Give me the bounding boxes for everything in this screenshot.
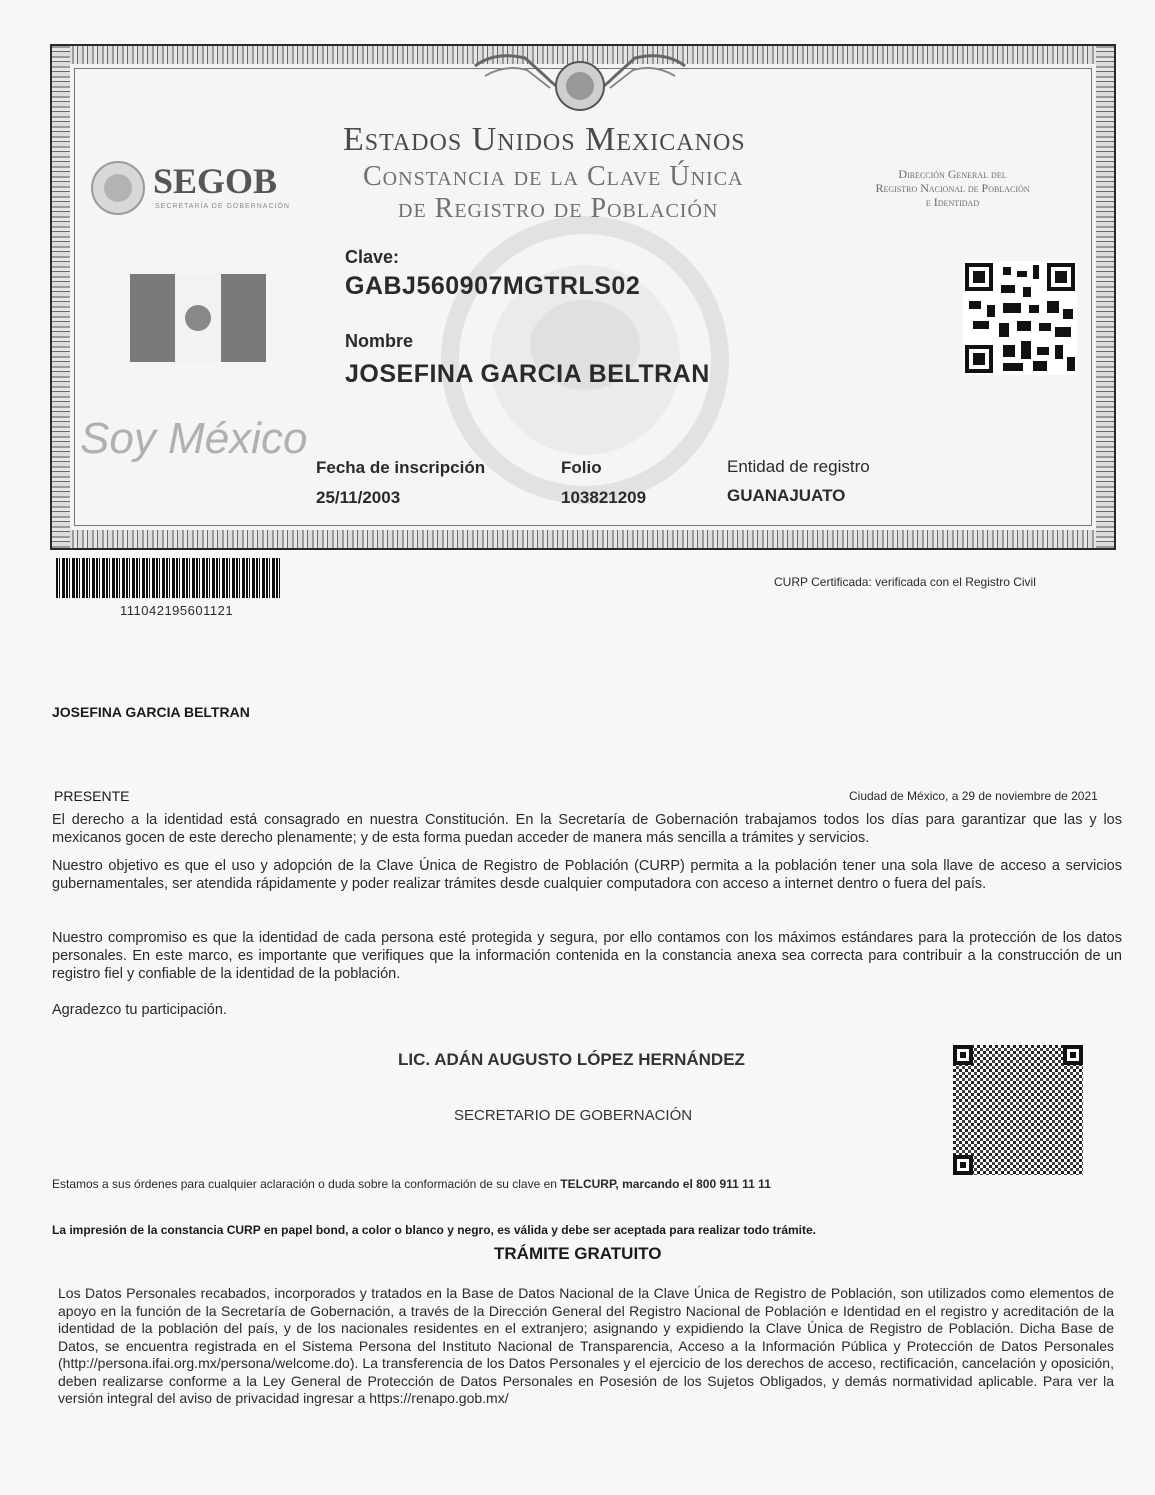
thanks-text: Agradezco tu participación. xyxy=(52,1002,227,1018)
flag-stripe-right xyxy=(221,274,266,362)
barcode-image xyxy=(56,558,280,598)
guilloche-border-bottom xyxy=(52,530,1114,548)
guilloche-border-right xyxy=(1096,46,1114,548)
document-title-line1: Constancia de la Clave Única xyxy=(363,161,744,192)
folio-value: 103821209 xyxy=(561,488,647,507)
nombre-label: Nombre xyxy=(345,331,414,351)
certified-note: CURP Certificada: verificada con el Registro Civil xyxy=(774,575,1036,589)
entidad-label: Entidad de registro xyxy=(727,457,870,476)
entidad-value: GUANAJUATO xyxy=(727,486,846,505)
contact-line xyxy=(52,1177,771,1191)
letter-paragraph-3: Nuestro compromiso es que la identidad de cada persona esté protegida y segura, por ello contamos con los máximos estándares para la protección de los datos personales. En este marco, es importante que verifiques que la información contenida en la constancia anexa sea correcta para contribuir a la construcción de un registro fiel y confiable de la identidad de la población. xyxy=(52,930,1122,982)
direccion-general xyxy=(840,167,1065,209)
direccion-line1: Dirección General del xyxy=(898,167,1007,181)
direccion-line3: e Identidad xyxy=(925,195,980,209)
signer-title: SECRETARIO DE GOBERNACIÓN xyxy=(454,1107,693,1124)
privacy-notice: Los Datos Personales recabados, incorporados y tratados en la Base de Datos Nacional de la Clave Única de Registro de Población, son utilizados como elementos de apoyo en la función de la Secretaría de Gobernación, a través de la Dirección General del Registro Nacional de Población e Identidad en el registro y acreditación de la identidad de la población del país, y de los nacionales residentes en el extranjero; asignando y expidiendo la Clave Única de Registro de Población. Dicha Base de Datos, se encuentra registrada en el Sistema Persona del Instituto Nacional de Transparencia, Acceso a la Información Pública y Protección de Datos Personales (http://persona.ifai.org.mx/persona/welcome.do). La transferencia de los Datos Personales y el ejercicio de los derechos de acceso, rectificación, cancelación y oposición, deben realizarse conforme a la Ley General de Protección de Datos Personales en Posesión de los Sujetos Obligados, y demás normatividad aplicable. Para ver la versión integral del aviso de privacidad ingresar a https://renapo.gob.mx/ xyxy=(58,1285,1114,1406)
qr-code-top xyxy=(963,261,1077,375)
clave-value: GABJ560907MGTRLS02 xyxy=(345,272,641,300)
barcode-number: 111042195601121 xyxy=(120,603,234,618)
clave-label: Clave: xyxy=(345,247,400,267)
flag-stripe-center xyxy=(175,274,220,362)
tramite-gratuito: TRÁMITE GRATUITO xyxy=(494,1244,662,1263)
folio-label: Folio xyxy=(561,458,602,477)
segob-seal-icon xyxy=(90,160,146,216)
place-date: Ciudad de México, a 29 de noviembre de 2021 xyxy=(849,789,1098,803)
letter-paragraph-2: Nuestro objetivo es que el uso y adopción de la Clave Única de Registro de Población (CURP) permita a la población tener una sola llave de acceso a servicios gubernamentales, ser atendida rápidamente y poder realizar trámites desde cualquier computadora con acceso a internet dentro o fuera del país. xyxy=(52,858,1122,892)
segob-subtitle: SECRETARÍA DE GOBERNACIÓN xyxy=(155,203,290,210)
direccion-line2: Registro Nacional de Población xyxy=(875,181,1030,195)
flag-emblem-icon xyxy=(175,274,220,362)
document-title-line2: de Registro de Población xyxy=(398,193,719,224)
national-crest-icon xyxy=(465,46,695,116)
flag-stripe-left xyxy=(130,274,175,362)
contact-text: Estamos a sus órdenes para cualquier aclaración o duda sobre la conformación de su clave en xyxy=(52,1177,561,1191)
validity-note: La impresión de la constancia CURP en papel bond, a color o blanco y negro, es válida y debe ser aceptada para realizar todo trámite. xyxy=(52,1223,817,1237)
qr-code-bottom xyxy=(953,1045,1083,1175)
presente-label: PRESENTE xyxy=(54,788,130,804)
flag-image xyxy=(130,274,266,362)
letter-paragraph-1: El derecho a la identidad está consagrado en nuestra Constitución. En la Secretaría de Gobernación trabajamos todos los días para garantizar que las y los mexicanos gocen de este derecho plenamente; y de esta forma puedan acceder de manera más sencilla a trámites y servicios. xyxy=(52,812,1122,846)
country-title: Estados Unidos Mexicanos xyxy=(343,121,746,158)
segob-logo-text: SEGOB xyxy=(153,161,278,201)
recipient-name: JOSEFINA GARCIA BELTRAN xyxy=(52,704,250,720)
fecha-label: Fecha de inscripción xyxy=(316,458,486,477)
fecha-value: 25/11/2003 xyxy=(316,488,401,507)
nombre-value: JOSEFINA GARCIA BELTRAN xyxy=(345,360,710,388)
guilloche-border-left xyxy=(52,46,70,548)
telcurp-phone: TELCURP, marcando el 800 911 11 11 xyxy=(560,1177,771,1191)
signer-name: LIC. ADÁN AUGUSTO LÓPEZ HERNÁNDEZ xyxy=(398,1050,745,1069)
soy-mexico-logo: Soy México xyxy=(80,414,308,463)
